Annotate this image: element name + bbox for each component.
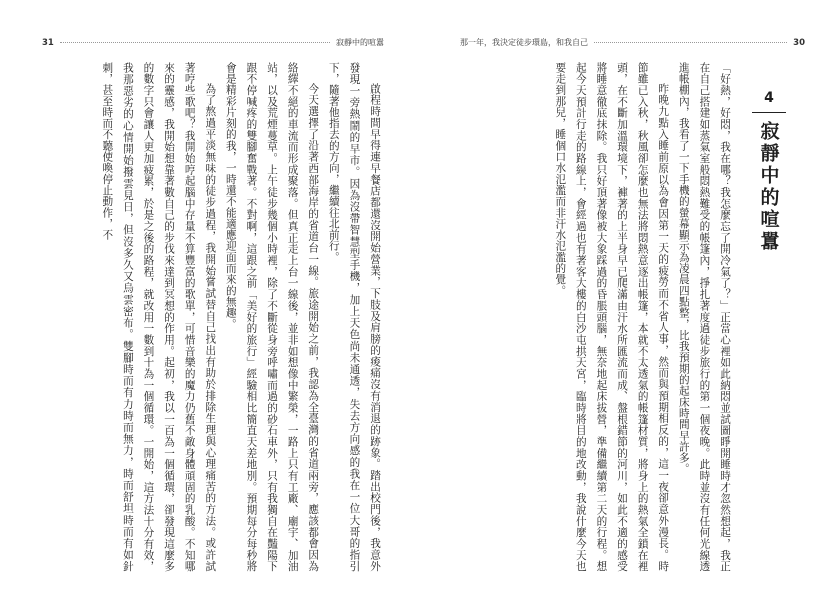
right-page-number: 30 [793,37,805,48]
paragraph: 今天選擇了沿著西部海岸的省道台一線。旅途開始之前，我認為全臺灣的省道兩旁，應該都會因為絡繹不絕的車流而形成聚落。但真正走上台一線後，並非如想像中繁榮，一路上只有工廠、廟宇、加油站，以及荒煙蔓草。上午徒步幾個小時裡，除了不斷從身旁呼嘯而過的砂石車外，只有我獨自在豔陽下跟不停喊疼的雙腳奮戰著。不對啊，這跟之前「美好的旅行」經驗相比簡直天差地別。預期每分每秒將會是精彩片刻的我，一時還不能適應迎面而來的無趣。 [224,62,320,572]
right-page [420,0,839,595]
chapter-heading [749,90,789,253]
chapter-rule [752,112,786,113]
left-body-text [40,62,385,572]
paragraph: 啟程時間早得連早餐店都還沒開始營業，下肢及肩膀的痠痛沒有消退的跡象。踏出校門後，我意外發現一旁熱鬧的早市。因為沒帶智慧型手機，加上天色尚未通透，失去方向感的我在一位大哥的指引下，隨著他指去的方向，繼續往北前行。 [327,62,381,572]
paragraph: 「好熱，好悶，我在哪？我怎麼忘了開冷氣了？」正當心裡如此納悶並試圖睜開睡時才忽然想起，我正在自己搭建如蒸氣室般悶熱難受的帳篷內，掙扎著度過徒步旅行的第一個夜晚。此時並沒有任何光線透進帳棚內，我看了一下手機的螢幕顯示為凌晨四點整，比我預期的起床時間早許多。 [677,62,731,572]
header-dotted-rule [594,42,787,43]
left-running-header [42,37,384,48]
right-body-text [460,62,735,572]
right-running-title: 那一年，我決定徒步環島，和我自己 [460,38,588,47]
paragraph: 為了熬過平淡無味的徒步過程，我開始嘗試替自己找出有助於排除生理與心理痛苦的方法。或許試著哼些歌吧？我開始哼起腦中存量不算豐富的歌單，可惜音樂的魔力仍舊不敵身體頑固的乳酸。不知哪來的靈感，我開始想靠著數自己的步伐來達到冥想的作用。起初，我以一百為一個循環，卻發現這麼多的數字只會讓人更加疲累，於是之後的路程，就改用一數到十為一個循環。一開始，這方法十分有效，我那惡劣的心情開始撥雲見日，但沒多久又烏雲密布。雙腳時而有力時而無力，時而舒坦時而有如針刺，甚至時而不聽使喚停止動作，不 [101,62,217,572]
right-running-header [460,37,805,48]
paragraph: 昨晚九點入睡前原以為會因第一天的疲勞而不省人事，然而與預期相反的，這一夜卻意外漫長。時節雖已入秋，秋風卻怎麼也無法將悶熱意逐出帳篷，本就不太透氣的帳篷材質，將身上的熱氣全鎖在裡頭，在不斷加溫環境下，褲著的上半身早已爬滿由汗水所匯流而成、盤根錯節的河川，如此不適的感受將睡意徹底抹除。我只好頂著像被大象踩過的昏脹頭腦，無奈地起床拔營，準備繼續第二天的行程。想起今天預計行走的路線上，會經過也有著客大樓的白沙屯拱天宮，臨時將目的地改動，我說什麼今天也要走到那兒，睡個口水氾濫而非汗水氾濫的覺。 [554,62,670,572]
header-dotted-rule [60,42,330,43]
chapter-number: 4 [764,90,774,106]
left-running-title: 寂靜中的喧囂 [336,38,384,47]
left-page-number: 31 [42,37,54,48]
chapter-title: 寂靜中的喧囂 [757,121,780,253]
